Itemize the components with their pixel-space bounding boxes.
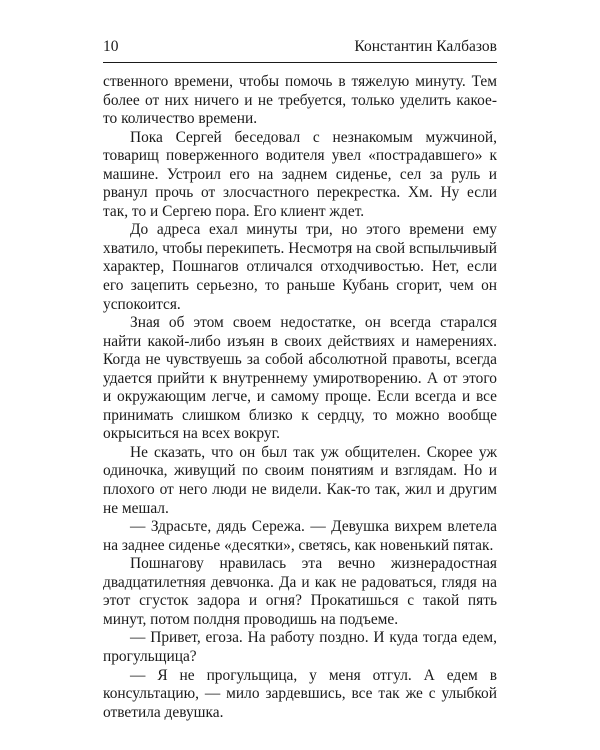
dialogue-paragraph: — Привет, егоза. На работу поздно. И куда тогда едем, прогульщица?: [103, 629, 497, 665]
paragraph: Зная об этом своем недостатке, он всегда старался найти какой-либо изъян в своих действиях и намерениях. Когда не чувствуешь за собой абсолютной правоты, всегда удается прийти к внутреннему умиротворению. А от этого и окружающим легче, и самому проще. Если всегда и все принимать слишком близко к сердцу, то можно вообще окрыситься на всех вокруг.: [103, 314, 497, 443]
running-head-author: Константин Калбазов: [354, 38, 497, 55]
paragraph: Не сказать, что он был так уж общителен. Скорее уж одиночка, живущий по своим понятиям и взглядам. Но и плохого от него люди не видели. Как-то так, жил и другим не мешал.: [103, 443, 497, 517]
body-text: [103, 73, 497, 722]
header-rule: [103, 62, 497, 63]
page-number: 10: [103, 38, 119, 55]
paragraph: До адреса ехал минуты три, но этого времени ему хватило, чтобы перекипеть. Несмотря на свой вспыльчивый характер, Пошнагов отличался отходчивостью. Нет, если его зацепить серьезно, то раньше Кубань сгорит, чем он успокоится.: [103, 221, 497, 313]
paragraph: ственного времени, чтобы помочь в тяжелую минуту. Тем более от них ничего и не требуется, только уделить какое-то количество времени.: [103, 73, 497, 128]
dialogue-paragraph: — Здрасьте, дядь Сережа. — Девушка вихрем влетела на заднее сиденье «десятки», светясь, как новенький пятак.: [103, 518, 497, 554]
page-header: [103, 38, 497, 60]
paragraph: Пока Сергей беседовал с незнакомым мужчиной, товарищ поверженного водителя увел «пострадавшего» к машине. Устроил его на заднем сиденье, сел за руль и рванул прочь от злосчастного перекрестка. Хм. Ну если так, то и Сергею пора. Его клиент ждет.: [103, 128, 497, 220]
paragraph: Пошнагову нравилась эта вечно жизнерадостная двадцатилетняя девчонка. Да и как не радоваться, глядя на этот сгусток задора и огня? Прокатишься с такой пять минут, потом полдня проводишь на подъеме.: [103, 555, 497, 628]
dialogue-paragraph: — Я не прогульщица, у меня отгул. А едем в консультацию, — мило зардевшись, все так же с улыбкой ответила девушка.: [103, 666, 497, 721]
